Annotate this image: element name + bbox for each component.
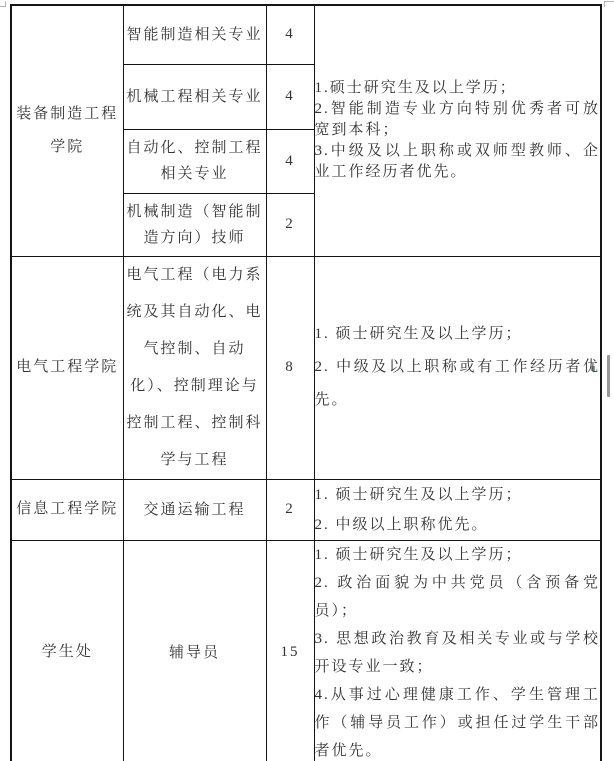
requirement-line: 3.中级及以上职称或双师型教师、企业工作经历者优先。 [314,143,600,181]
college-cell: 学生处 [11,540,123,761]
requirement-line: 2. 中级及以上职称或有工作经历者优先。 [314,359,600,408]
major-cell: 机械工程相关专业 [123,64,266,129]
scrollbar-thumb-artifact [607,355,610,397]
table-row [11,256,601,479]
count-cell: 4 [266,5,314,64]
major-cell: 辅导员 [123,540,266,761]
requirement-line: 1.硕士研究生及以上学历； [314,80,517,97]
requirements-cell [314,256,601,479]
count-cell: 4 [266,64,314,129]
page-corner-artifact-topright [604,1,614,7]
requirement-line: 2. 中级以上职称优先。 [314,516,489,533]
college-cell: 信息工程学院 [11,479,123,540]
requirement-line: 3. 思想政治教育及相关专业或与学校开设专业一致； [314,630,600,675]
college-cell: 装备制造工程学院 [11,5,123,256]
requirement-line: 1. 硕士研究生及以上学历； [314,486,523,503]
count-cell: 15 [266,540,314,761]
requirement-line: 4.从事过心理健康工作、学生管理工作（辅导员工作）或担任过学生干部者优先。 [314,686,600,759]
requirement-line: 1. 硕士研究生及以上学历； [314,546,523,563]
table-row [11,5,601,64]
recruitment-table [10,4,602,761]
requirements-cell [314,479,601,540]
page-corner-artifact-topleft [0,1,6,7]
requirements-cell [314,540,601,761]
count-cell: 4 [266,129,314,193]
major-cell: 交通运输工程 [123,479,266,540]
count-cell: 2 [266,479,314,540]
table-row [11,540,601,761]
requirement-line: 1. 硕士研究生及以上学历； [314,326,523,342]
major-cell: 自动化、控制工程相关专业 [123,129,266,193]
college-cell: 电气工程学院 [11,256,123,479]
major-cell: 电气工程（电力系统及其自动化、电气控制、自动化）、控制理论与控制工程、控制科学与工程 [123,256,266,479]
requirement-line: 2. 政治面貌为中共党员（含预备党员）； [314,574,600,619]
count-cell: 8 [266,256,314,479]
count-cell: 2 [266,193,314,256]
major-cell: 机械制造（智能制造方向）技师 [123,193,266,256]
requirement-line: 2.智能制造专业方向特别优秀者可放宽到本科； [314,101,600,139]
requirements-cell [314,5,601,256]
major-cell: 智能制造相关专业 [123,5,266,64]
table-row [11,479,601,540]
